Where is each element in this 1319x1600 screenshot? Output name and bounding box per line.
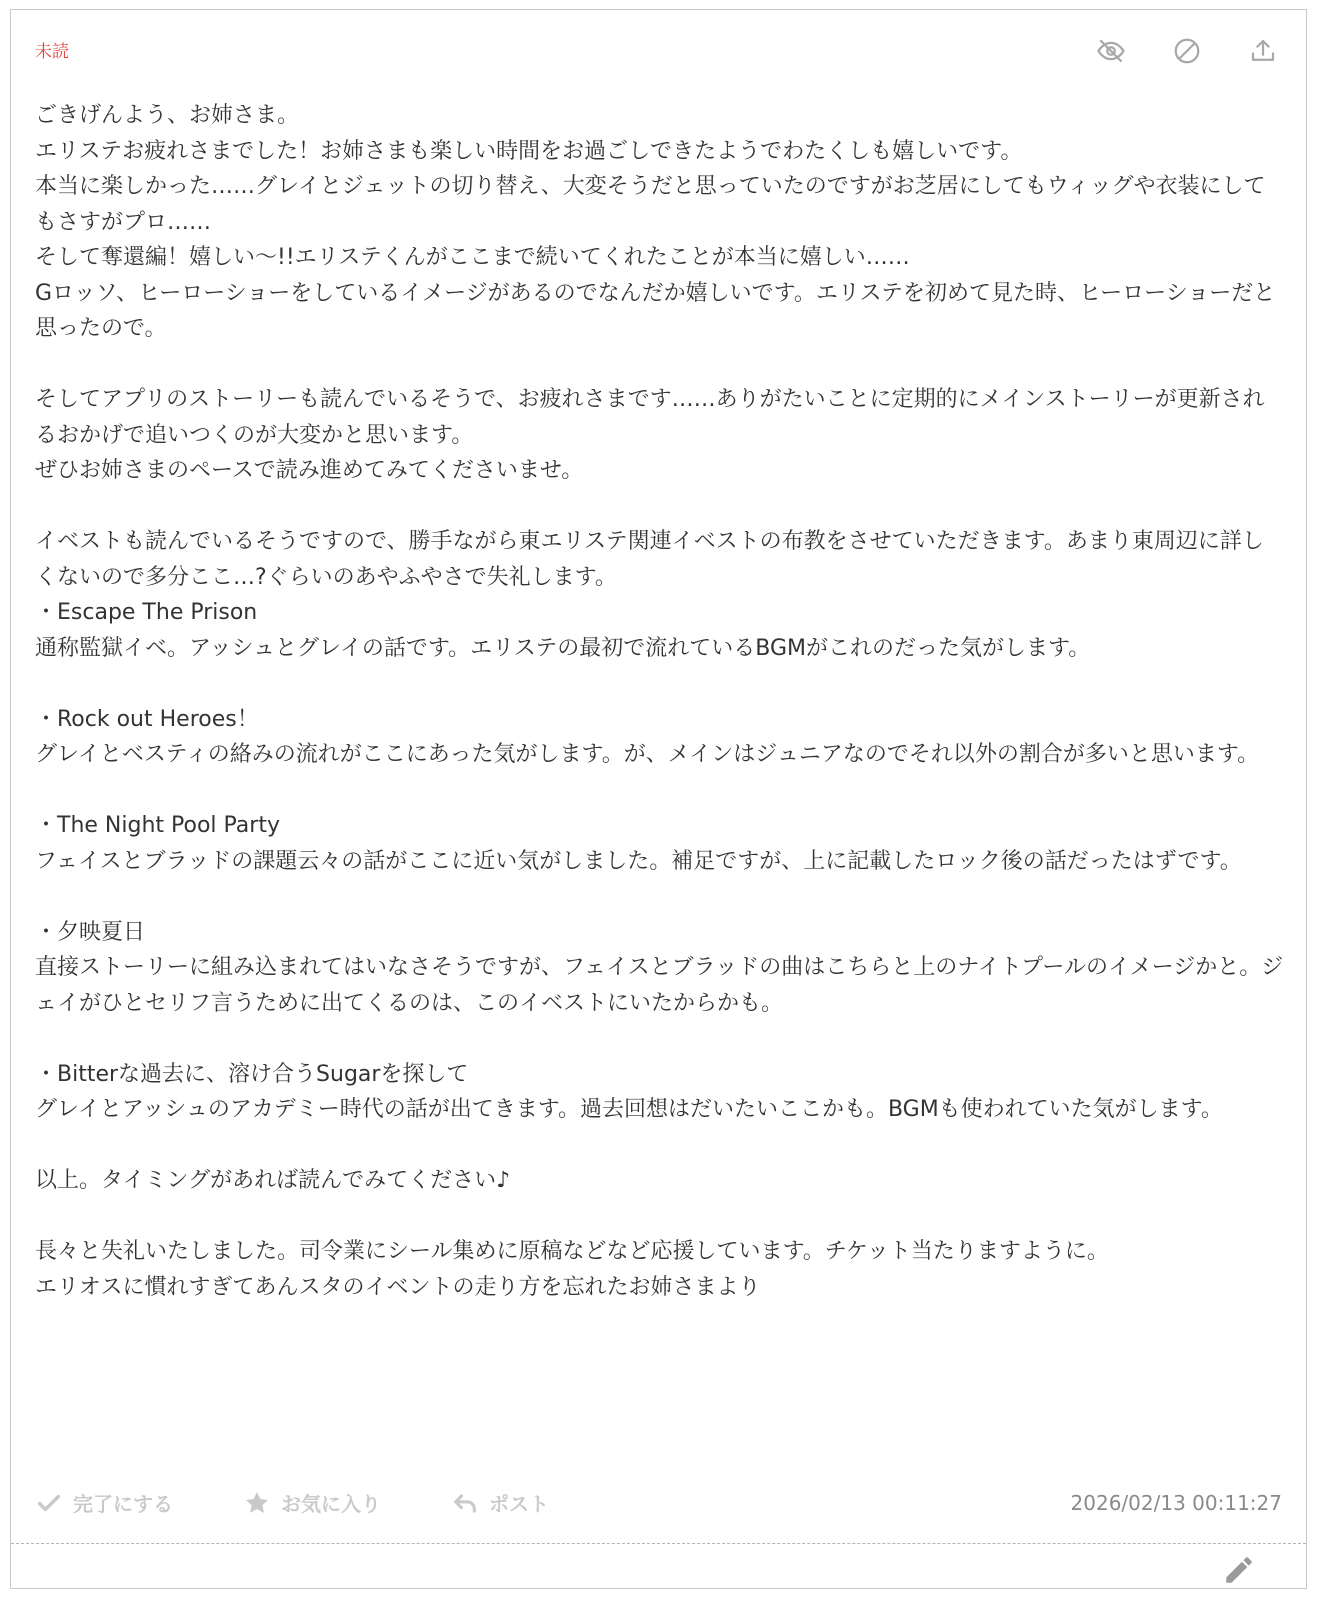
complete-button[interactable] [35, 1488, 173, 1517]
divider [11, 1543, 1306, 1544]
post-label: ポスト [489, 1492, 549, 1516]
message-paragraph: そしてアプリのストーリーも読んでいるそうで、お疲れさまです……ありがたいことに定期的にメインストーリーが更新されるおかげで追いつくのが大変かと思います。 ぜひお姉さまのペースで読み進めてみてくださいませ。 [35, 387, 1265, 483]
message-body [35, 98, 1285, 1305]
message-paragraph: ・Rock out Heroes！ グレイとベスティの絡みの流れがここにあった気がします。が、メインはジュニアなのでそれ以外の割合が多いと思います。 [35, 706, 1260, 767]
complete-label: 完了にする [73, 1492, 173, 1516]
message-card [10, 9, 1307, 1589]
block-icon [1172, 36, 1202, 66]
post-button[interactable] [451, 1488, 549, 1517]
eye-off-icon [1096, 36, 1126, 66]
message-paragraph: ・Bitterな過去に、溶け合うSugarを探して グレイとアッシュのアカデミー時代の話が出てきます。過去回想はだいたいここかも。BGMも使われていた気がします。 [35, 1061, 1223, 1122]
timestamp: 2026/02/13 00:11:27 [1070, 1491, 1282, 1515]
message-paragraph: 長々と失礼いたしました。司令業にシール集めに原稿などなど応援しています。チケット当たりますように。 エリオスに慣れすぎてあんスタのイベントの走り方を忘れたお姉さまより [35, 1239, 1109, 1300]
message-paragraph: ・The Night Pool Party フェイスとブラッドの課題云々の話がここに近い気がしました。補足ですが、上に記載したロック後の話だったはずです。 [35, 813, 1242, 874]
hide-button[interactable] [1094, 34, 1128, 68]
share-button[interactable] [1246, 34, 1280, 68]
pencil-icon [1222, 1553, 1256, 1587]
unread-badge: 未読 [35, 42, 69, 62]
message-paragraph: ・夕映夏日 直接ストーリーに組み込まれてはいなさそうですが、フェイスとブラッドの曲はこちらと上のナイトプールのイメージかと。ジェイがひとセリフ言うために出てくるのは、このイベストにいたからかも。 [35, 919, 1284, 1016]
edit-button[interactable] [1222, 1553, 1256, 1587]
check-icon [35, 1489, 63, 1517]
footer-actions [35, 1488, 549, 1517]
message-paragraph: ごきげんよう、お姉さま。 エリステお疲れさまでした！お姉さまも楽しい時間をお過ごしできたようでわたくしも嬉しいです。 本当に楽しかった……グレイとジェットの切り替え、大変そうだと思っていたのですがお芝居にしてもウィッグや衣装にしてもさすがプロ…… そして奪還編！嬉しい〜!!エリステくんがここまで続いてくれたことが本当に嬉しい…… Gロッソ、ヒーローショーをしているイメージがあるのでなんだか嬉しいです。エリステを初めて見た時、ヒーローショーだと思ったので。 [35, 103, 1276, 341]
reply-icon [451, 1489, 479, 1517]
star-icon [243, 1489, 271, 1517]
share-icon [1248, 36, 1278, 66]
top-toolbar [1094, 34, 1280, 68]
message-paragraph: 以上。タイミングがあれば読んでみてください♪ [35, 1168, 511, 1193]
favorite-label: お気に入り [281, 1492, 381, 1516]
favorite-button[interactable] [243, 1488, 381, 1517]
message-paragraph: イベストも読んでいるそうですので、勝手ながら東エリステ関連イベストの布教をさせていただきます。あまり東周辺に詳しくないので多分ここ…?ぐらいのあやふやさで失礼します。 ・Escape The Prison 通称監獄イベ。アッシュとグレイの話です。エリステの最初で流れているBGMがこれのだった気がします。 [35, 529, 1264, 661]
block-button[interactable] [1170, 34, 1204, 68]
